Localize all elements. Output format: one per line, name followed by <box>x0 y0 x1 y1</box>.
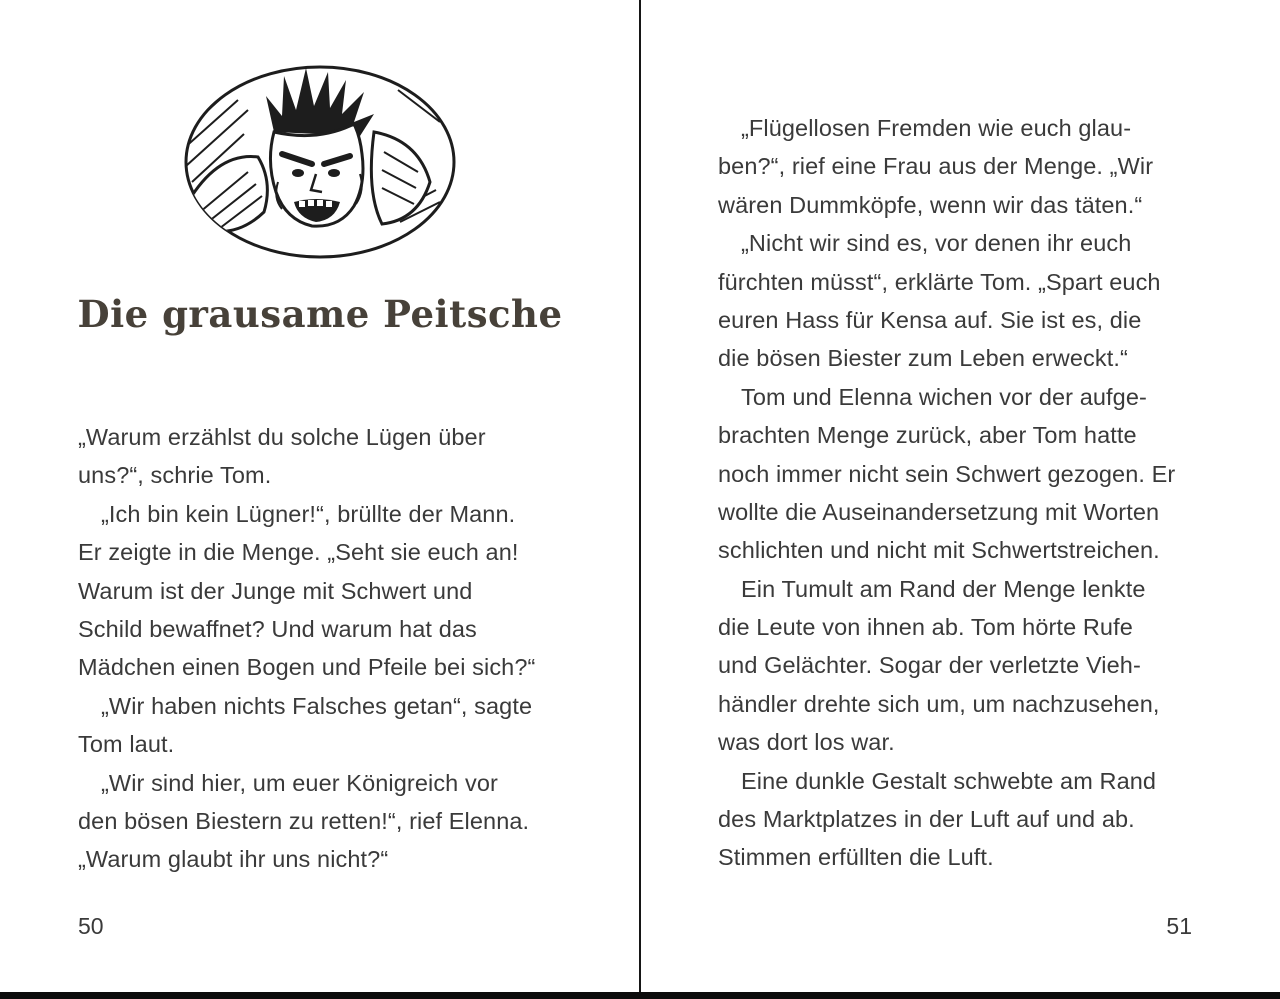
text-line: „Flügellosen Fremden wie euch glau- <box>741 115 1132 141</box>
text-line: schlichten und nicht mit Schwertstreichen. <box>718 537 1160 564</box>
chapter-title: Die grausame Peitsche <box>77 292 563 336</box>
text-line: Er zeigte in die Menge. „Seht sie euch an! <box>78 539 519 566</box>
text-line: Stimmen erfüllten die Luft. <box>718 844 994 871</box>
text-line: ben?“, rief eine Frau aus der Menge. „Wir <box>718 153 1154 180</box>
left-page-number: 50 <box>78 913 104 939</box>
right-page-text <box>718 109 1194 877</box>
text-line: „Wir sind hier, um euer Königreich vor <box>101 769 498 796</box>
text-line: was dort los war. <box>718 729 895 756</box>
text-line: noch immer nicht sein Schwert gezogen. Er <box>718 460 1176 487</box>
text-line: „Wir haben nichts Falsches getan“, sagte <box>101 692 533 719</box>
text-line: Tom und Elenna wichen vor der aufge- <box>741 383 1147 410</box>
text-line: die Leute von ihnen ab. Tom hörte Rufe <box>718 614 1133 641</box>
page-divider <box>639 0 641 999</box>
scan-bottom-edge <box>0 992 1280 999</box>
chapter-illustration <box>178 62 463 267</box>
text-line: Warum ist der Junge mit Schwert und <box>78 577 473 604</box>
text-line: „Ich bin kein Lügner!“, brüllte der Mann. <box>101 500 516 527</box>
text-line: uns?“, schrie Tom. <box>78 462 272 489</box>
right-page-number: 51 <box>1166 913 1192 939</box>
text-line: den bösen Biestern zu retten!“, rief Elenna. <box>78 807 530 834</box>
text-line: Mädchen einen Bogen und Pfeile bei sich?“ <box>78 654 536 681</box>
text-line: brachten Menge zurück, aber Tom hatte <box>718 422 1137 449</box>
text-line: Tom laut. <box>78 731 175 758</box>
angry-man-illustration-icon <box>178 62 463 267</box>
text-line: „Warum erzählst du solche Lügen über <box>78 424 486 450</box>
text-line: die bösen Biester zum Leben erweckt.“ <box>718 345 1128 372</box>
text-line: „Warum glaubt ihr uns nicht?“ <box>78 846 389 873</box>
text-line: wären Dummköpfe, wenn wir das täten.“ <box>718 191 1143 218</box>
text-line: euren Hass für Kensa auf. Sie ist es, die <box>718 306 1142 333</box>
text-line: händler drehte sich um, um nachzusehen, <box>718 690 1160 717</box>
text-line: des Marktplatzes in der Luft auf und ab. <box>718 806 1135 833</box>
text-line: fürchten müsst“, erklärte Tom. „Spart euch <box>718 268 1161 295</box>
left-page-text <box>78 418 583 879</box>
text-line: „Nicht wir sind es, vor denen ihr euch <box>741 230 1132 257</box>
text-line: Eine dunkle Gestalt schwebte am Rand <box>741 767 1157 794</box>
text-line: Ein Tumult am Rand der Menge lenkte <box>741 575 1146 602</box>
text-line: wollte die Auseinandersetzung mit Worten <box>718 498 1160 525</box>
text-line: und Gelächter. Sogar der verletzte Vieh- <box>718 652 1141 679</box>
text-line: Schild bewaffnet? Und warum hat das <box>78 615 477 642</box>
